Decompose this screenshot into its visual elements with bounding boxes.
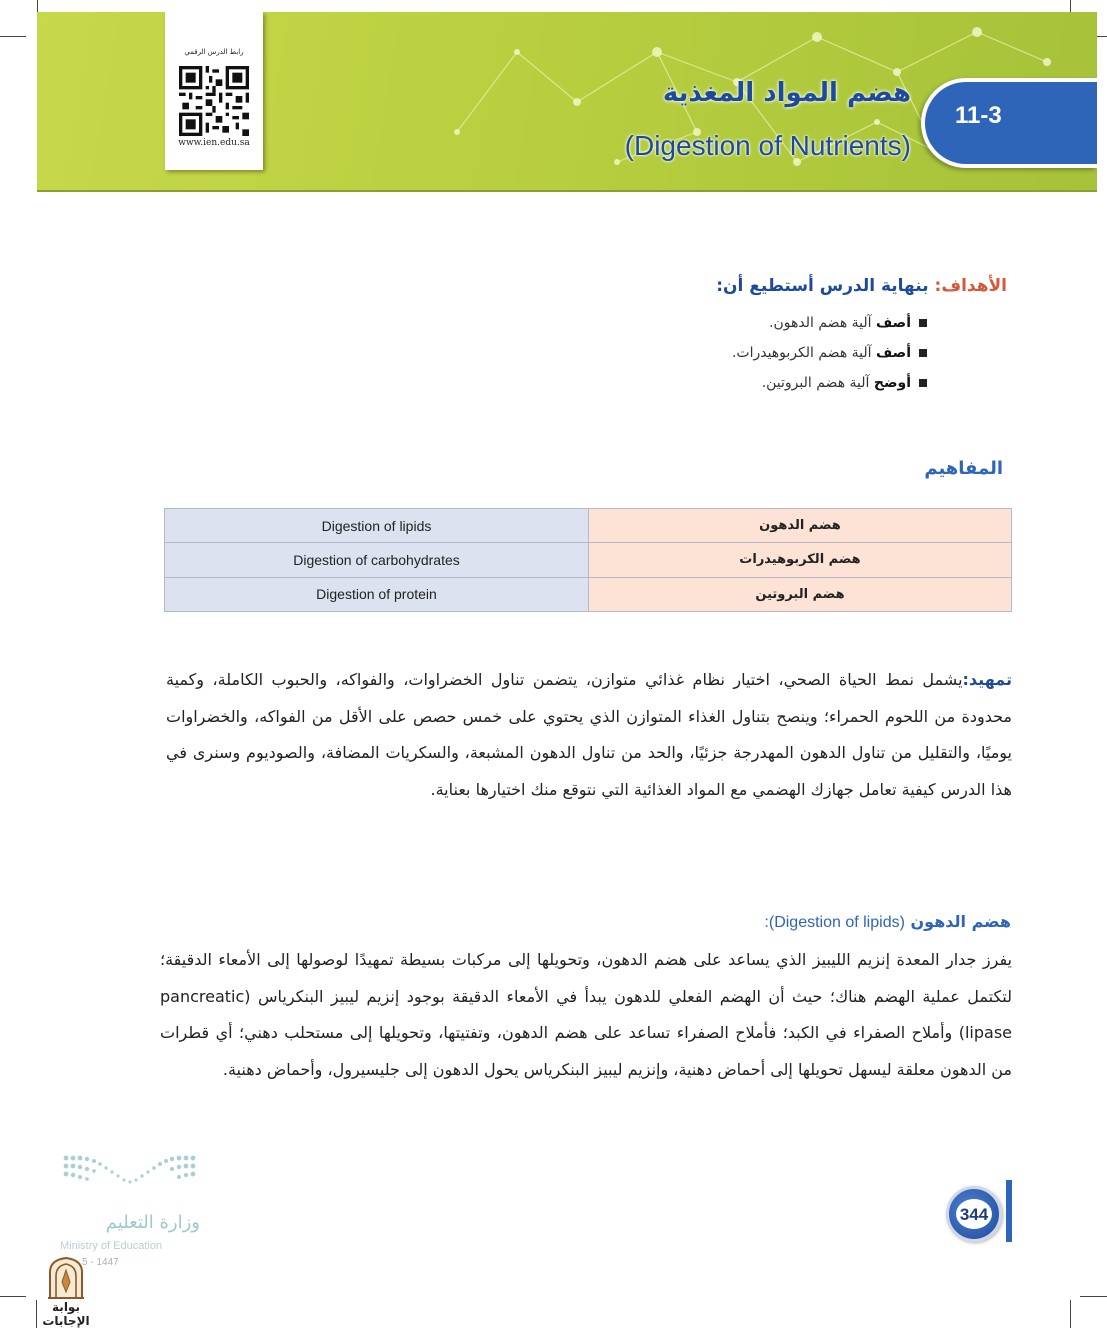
crop-mark [1070,1300,1071,1328]
bullet-square-icon [919,319,927,327]
concept-arabic: هضم البروتين [589,577,1012,611]
ministry-logo-icon [58,1150,208,1200]
concept-arabic: هضم الكربوهيدرات [589,543,1012,577]
concepts-table [164,508,1012,612]
bullet-square-icon [919,379,927,387]
concept-english: Digestion of protein [165,577,589,611]
qr-code-icon[interactable] [179,66,249,136]
table-row [165,577,1012,611]
qr-url[interactable]: www.ien.edu.sa [178,138,250,148]
objective-item [732,308,927,338]
intro-paragraph [166,662,1012,808]
objectives-heading [716,276,1007,296]
crop-mark [0,1296,26,1297]
portal-logo-icon [46,1256,86,1300]
lesson-title-english: (Digestion of Nutrients) [624,130,911,161]
objective-verb: أصف [876,345,911,361]
table-row [165,543,1012,577]
concepts-heading: المفاهيم [924,458,1003,479]
lesson-number-badge [921,78,1097,168]
objective-item [732,338,927,368]
page-number: 344 [959,1205,989,1224]
crop-mark [0,36,26,37]
page-number-badge [946,1186,1002,1242]
page-number-bar [1006,1180,1012,1242]
objective-item [732,368,927,398]
concept-english: Digestion of lipids [165,509,589,543]
ministry-name-english: Ministry of Education [60,1240,163,1252]
lesson-number: 11-3 [955,102,1002,129]
ministry-name-arabic: وزارة التعليم [105,1212,200,1233]
objective-text: آلية هضم الكربوهيدرات. [731,345,872,361]
bullet-square-icon [919,349,927,357]
objectives-heading-text: بنهاية الدرس أستطيع أن: [716,276,929,296]
objectives-list [732,308,927,398]
qr-card[interactable] [165,12,263,170]
qr-caption: رابط الدرس الرقمي [184,48,244,56]
concept-arabic: هضم الدهون [589,509,1012,543]
objective-text: آلية هضم البروتين. [761,375,870,391]
objective-text: آلية هضم الدهون. [769,315,872,331]
crop-mark [1080,1296,1107,1297]
lesson-banner [37,12,1097,192]
table-row [165,509,1012,543]
objective-verb: أوضح [873,375,911,391]
lesson-title-arabic: هضم المواد المغذية [662,78,911,108]
intro-lead: تمهيد: [962,670,1012,689]
intro-text: يشمل نمط الحياة الصحي، اختيار نظام غذائي متوازن، يتضمن تناول الخضراوات، والفواكه، والحبوب الكاملة، وكمية محدودة من اللحوم الحمراء؛ وينصح بتناول الغذاء المتوازن الذي يحتوي على خمس حصص على الأقل من الفواكه، والخضراوات يوميًا، والتقليل من تناول الدهون المهدرجة جزئيًا، والحد من تناول الدهون المشبعة، والسكريات المضافة، والصوديوم وسنرى في هذا الدرس كيفية تعامل جهازك الهضمي مع المواد الغذائية التي نتوقع منك اختيارها بعناية. [166,670,1012,799]
objectives-heading-key: الأهداف: [934,276,1007,296]
lipids-heading-arabic: هضم الدهون [910,912,1011,931]
lipids-heading [764,912,1011,932]
concept-english: Digestion of carbohydrates [165,543,589,577]
lipids-heading-english: (Digestion of lipids): [764,914,905,931]
ministry-year: 5 - 1447 [82,1257,119,1268]
portal-name: بوابة الإجابات [42,1300,90,1328]
lipids-paragraph: يفرز جدار المعدة إنزيم الليبيز الذي يساعد على هضم الدهون، وتحويلها إلى مركبات بسيطة تمهيدًا لوصولها إلى الأمعاء الدقيقة؛ لتكتمل عملية الهضم هناك؛ حيث أن الهضم الفعلي للدهون يبدأ في الأمعاء الدقيقة بوجود إنزيم ليبيز البنكرياس (pancreatic lipase) وأملاح الصفراء في الكبد؛ فأملاح الصفراء تساعد على هضم الدهون، وتفتيتها، وتحويلها إلى مستحلب دهني؛ أي قطرات من الدهون معلقة ليسهل تحويلها إلى أحماض دهنية، وإنزيم ليبيز البنكرياس يحول الدهون إلى جليسيرول، وأحماض دهنية. [160,950,1012,1079]
objective-verb: أصف [876,315,911,331]
